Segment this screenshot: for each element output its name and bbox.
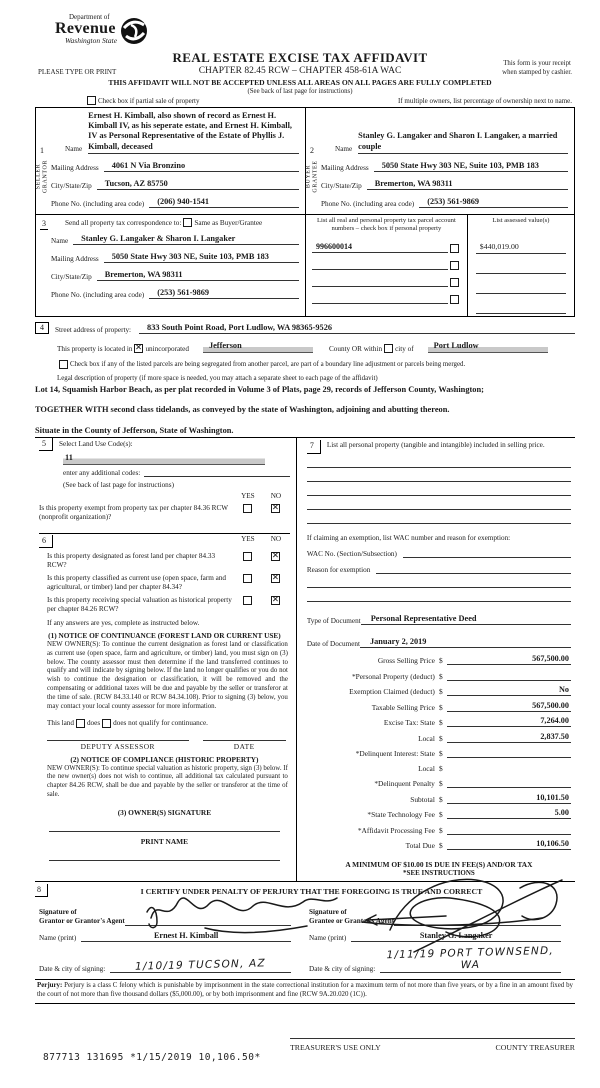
minimum-fee-note: A MINIMUM OF $10.00 IS DUE IN FEE(S) AND/OR TAX [345,860,533,870]
reason-label: Reason for exemption [306,566,371,575]
legal-description-label: Legal description of property (if more space is needed, you may attach a separate sheet to each page of the affidavit) [57,375,378,382]
buyer-grantee-vertical-label: BUYER GRANTEE [305,160,319,193]
exemption-intro: If claiming an exemption, list WAC number and reason for exemption: [306,534,511,543]
county-field[interactable]: Jefferson [203,341,313,353]
tax-correspondence-section [36,215,305,316]
form-title: REAL ESTATE EXCISE TAX AFFIDAVIT [172,50,428,65]
section7-number: 7 [307,440,321,454]
street-address-label: Street address of property: [55,326,132,334]
q2-yes-checkbox[interactable] [243,574,252,583]
property-location-section [35,322,575,435]
warning-line: THIS AFFIDAVIT WILL NOT BE ACCEPTED UNLESS ALL AREAS ON ALL PAGES ARE FULLY COMPLETED [108,78,492,87]
notice-continuance-title: (1) NOTICE OF CONTINUANCE (FOREST LAND OR CURRENT USE) [48,631,281,640]
parcel-number-field[interactable] [312,268,448,270]
form-header [0,0,600,96]
see-back-note: (See back of last page for instructions) [247,88,353,95]
type-of-document-label: Type of Document [306,617,361,626]
does-label: does [86,719,101,728]
parcel-personal-checkbox-2[interactable] [450,261,459,270]
grantee-signature-label: Signature of Grantee or Grantee's Agent [309,908,395,926]
reason-line[interactable] [307,586,571,588]
right-column [297,438,575,881]
taxable-selling-price-field[interactable]: 567,500.00 [447,701,571,712]
section2-number: 2 [310,146,314,155]
buyer-name-field[interactable]: Stanley G. Langaker and Sharon I. Langaker, a married couple [358,131,568,154]
section3-number: 3 [42,219,46,228]
seller-mailing-label: Mailing Address [51,164,99,172]
corr-name-label: Name [51,237,69,245]
personal-property-line[interactable] [307,480,571,482]
exempt-no-checkbox[interactable] [271,504,280,513]
type-of-document-field[interactable]: Personal Representative Deed [361,614,571,625]
q3-yes-checkbox[interactable] [243,596,252,605]
section5-see-back: (See back of last page for instructions) [63,481,174,489]
date-of-document-label: Date of Document [306,640,360,649]
parcel-number-field[interactable]: 996600014 [312,242,448,253]
notice-compliance-body: NEW OWNER(S): To continue special valuation as historic property, sign (3) below. If the new owner(s) does not wish to continue, all additional tax calculated pursuant to chapter 84.26 RCW, shall be due and payable by the seller or transferor at the time of sale. [47,764,288,799]
city-field[interactable]: Port Ludlow [428,341,548,353]
print-name-line[interactable] [49,860,280,861]
buyer-name-label: Name [335,145,353,153]
correspondence-intro: Send all property tax correspondence to: [65,218,182,227]
grantee-date-city-field[interactable]: 1/11/19 PORT TOWNSEND, WA [380,947,561,973]
personal-property-line[interactable] [307,494,571,496]
grantor-signature-line[interactable] [125,903,291,926]
wac-label: WAC No. (Section/Subsection) [306,550,397,559]
personal-property-line[interactable] [307,522,571,524]
exempt-question: Is this property exempt from property tax per chapter 84.36 RCW (nonprofit organization)? [39,504,228,521]
form-footer [35,1038,575,1088]
this-land-text: This land [47,719,74,728]
buyer-csz-label: City/State/Zip [321,182,362,190]
total-due-field[interactable]: 10,106.50 [447,839,571,850]
print-name-heading: PRINT NAME [140,836,189,846]
parties-box [35,107,575,317]
section8-number: 8 [35,884,48,897]
owners-signature-line[interactable] [49,831,280,832]
affidavit-processing-fee-field[interactable] [447,824,571,835]
gross-selling-price-field[interactable]: 567,500.00 [447,654,571,665]
excise-tax-local-field[interactable]: 2,837.50 [447,732,571,743]
if-any-note: If any answers are yes, complete as instructed below. [47,619,200,627]
located-pre-text: This property is located in [57,345,133,353]
notice-continuance-body: NEW OWNER(S): To continue the current designation as forest land or classification as current use (open space, farm and agriculture, or timber) land, you must sign on (3) below. The county assessor must then determine if the land transferred continues to qualify and will indicate by signing below. If the land no longer qualifies or you do not wish to continue the designation or classification, it will be removed and the compensating or additional taxes will be due and payable by the seller or transferor at the time of sale. (RCW 84.33.140 or RCW 84.34.108). Prior to signing (3) below, you may contact your local county assessor for more information. [47,641,288,710]
logo-revenue-text: Revenue [55,20,116,37]
unincorporated-label: unincorporated [145,345,189,353]
buyer-phone-field[interactable]: (253) 561-9869 [419,197,568,208]
delinquent-interest-local-field[interactable] [447,763,571,773]
grantor-name-print-field[interactable]: Ernest H. Kimball [81,931,291,942]
assessor-date-line[interactable]: DATE [203,740,286,751]
delinquent-interest-state-field[interactable] [447,747,571,758]
buyer-phone-label: Phone No. (including area code) [321,200,415,208]
seller-section [36,108,305,214]
partial-sale-label: Check box if partial sale of property [98,96,200,105]
q1-no-checkbox[interactable] [271,552,280,561]
corr-mailing-field[interactable]: 5050 State Hwy 303 NE, Suite 103, PMB 183 [104,252,299,263]
q3-no-checkbox[interactable] [271,596,280,605]
certify-statement: I CERTIFY UNDER PENALTY OF PERJURY THAT THE FOREGOING IS TRUE AND CORRECT [140,887,483,897]
seller-name-field[interactable]: Ernest H. Kimball, also shown of record as Ernest H. Kimball IV, as his seperate estate, and Ernest H. Kimball, IV as Personal Representative of the Estate of Phyllis J. Kimball, deceased [88,111,299,154]
personal-property-line[interactable] [307,508,571,510]
land-use-label: Select Land Use Code(s): [59,440,133,448]
subtotal-field[interactable]: 10,101.50 [447,793,571,804]
forest-land-question: Is this property designated as forest land per chapter 84.33 RCW? [47,552,216,569]
seller-grantor-vertical-label: SELLER GRANTOR [35,159,49,194]
grantor-name-print-label: Name (print) [39,934,77,943]
does-not-label: does not qualify for continuance. [113,719,208,728]
treasurers-use-label: TREASURER'S USE ONLY [290,1043,381,1053]
logo-state-text: Washington State [65,36,118,45]
county-or-text: County OR within [328,345,383,353]
grantee-date-city-label: Date & city of signing: [309,965,376,974]
personal-property-line[interactable] [307,466,571,468]
state-technology-fee-field[interactable]: 5.00 [447,808,571,819]
grantee-signature-line[interactable] [394,903,561,926]
section4-number: 4 [35,322,49,334]
same-as-buyer-checkbox[interactable] [183,218,192,227]
seller-mailing-field[interactable]: 4061 N Via Bronzino [104,161,299,172]
grantor-date-city-label: Date & city of signing: [39,965,106,974]
county-treasurer-label: COUNTY TREASURER [495,1043,575,1053]
personal-property-intro: List all personal property (tangible and intangible) included in selling price. [326,441,545,449]
partial-sale-checkbox[interactable] [87,96,96,105]
use-and-tax-grid [35,437,575,882]
parcel-table [305,215,574,316]
no-header: NO [270,535,282,543]
exempt-yes-checkbox[interactable] [243,504,252,513]
buyer-csz-field[interactable]: Bremerton, WA 98311 [367,179,568,190]
see-instructions-note: *SEE INSTRUCTIONS [403,869,475,878]
q1-yes-checkbox[interactable] [243,552,252,561]
notice-compliance-title: (2) NOTICE OF COMPLIANCE (HISTORIC PROPERTY) [70,754,259,764]
reason-line[interactable] [307,600,571,602]
receipt-note: This form is your receipt when stamped by cashier. [502,60,572,76]
yes-header: YES [241,535,255,543]
parcel-header: List all real and personal property tax parcel account numbers – check box if personal property [317,217,456,232]
grantee-name-print-field[interactable]: Stanley G. Langaker [351,931,561,942]
cashier-stamp: 877713 131695 *1/15/2019 10,106.50* [43,1052,261,1064]
corr-name-field[interactable]: Stanley G. Langaker & Sharon I. Langaker [73,234,299,245]
unincorporated-checkbox[interactable] [134,344,143,353]
excise-tax-state-field[interactable]: 7,264.00 [447,716,571,727]
multiple-owners-note: If multiple owners, list percentage of ownership next to name. [398,96,572,105]
street-address-field[interactable]: 833 South Point Road, Port Ludlow, WA 98365-9526 [139,323,575,334]
section5-number: 5 [39,438,53,451]
delinquent-penalty-field[interactable] [447,777,571,788]
certification-section [35,882,575,1004]
segregated-checkbox[interactable] [59,360,68,369]
legal-description-line2: TOGETHER WITH second class tidelands, as conveyed by the state of Washington, adjoining and abutting thereon. [35,405,450,414]
buyer-mailing-field[interactable]: 5050 State Hwy 303 NE, Suite 103, PMB 183 [374,161,568,172]
parcel-personal-checkbox-4[interactable] [450,295,459,304]
parcel-number-field[interactable] [312,302,448,304]
perjury-paragraph: Perjury: Perjury is a class C felony which is punishable by imprisonment in the state correctional institution for a maximum term of not more than five years, or by a fine in an amount fixed by the court of not more than five thousand dollars ($5,000.00), or by both imprisonment and fine (RCW 9A.20.020 (1C)). [35,979,575,1004]
seller-phone-field[interactable]: (206) 940-1541 [149,197,299,208]
assessed-header: List assessed value(s) [492,217,550,224]
parcel-number-field[interactable] [312,285,448,287]
corr-csz-label: City/State/Zip [51,273,92,281]
seller-name-label: Name [65,145,83,153]
legal-description-line1: Lot 14, Squamish Harbor Beach, as per plat recorded in Volume 3 of Plats, page 29, records of Jefferson County, Washington; [35,385,484,394]
fee-table: Gross Selling Price $ 567,500.00 *Personal Property (deduct) $ Exemption Claimed (deduct) $ No Taxable Selling Price $ 567,500.00 Excise Tax: State $ 7,264.00 Local $ 2,837.50 *Delinquent Interest: State $ Local $ *Delinquent Penalty $ Subtotal $ 10,101.50 *State Technology Fee $ 5.00 *Affidavit Processing Fee $ Total Due $ 10,106.50 [349,654,569,851]
land-does-checkbox[interactable] [76,719,85,728]
reason-field[interactable] [376,573,571,574]
wac-number-field[interactable] [403,557,571,558]
seller-csz-label: City/State/Zip [51,182,92,190]
land-use-code-field[interactable]: 11 [63,453,265,465]
chapter-line: CHAPTER 82.45 RCW – CHAPTER 458-61A WAC [198,66,402,76]
assessed-value-field[interactable] [476,262,566,274]
corr-phone-label: Phone No. (including area code) [51,291,145,299]
city-of-label: city of [395,345,414,353]
city-checkbox[interactable] [384,344,393,353]
grantee-name-print-label: Name (print) [309,934,347,943]
additional-codes-label: enter any additional codes: [63,469,141,477]
same-as-buyer-label: Same as Buyer/Grantee [194,218,263,227]
perjury-label: Perjury: [37,982,63,990]
partial-sale-row [85,96,572,105]
date-of-document-field[interactable]: January 2, 2019 [360,637,571,648]
grantor-signature-label: Signature of Grantor or Grantor's Agent [39,908,125,926]
buyer-section [305,108,574,214]
additional-codes-field[interactable] [144,476,290,477]
historic-property-question: Is this property receiving special valuation as historical property per chapter 84.26 RCW? [47,596,232,613]
parcel-personal-checkbox-3[interactable] [450,278,459,287]
corr-mailing-label: Mailing Address [51,255,99,263]
corr-phone-field[interactable]: (253) 561-9869 [149,288,299,299]
assessed-value-field[interactable]: $440,019.00 [476,242,566,254]
seller-phone-label: Phone No. (including area code) [51,200,145,208]
logo-dept-text: Department of [69,13,110,21]
buyer-mailing-label: Mailing Address [321,164,369,172]
section6-number: 6 [39,535,53,548]
seller-csz-field[interactable]: Tucson, AZ 85750 [97,179,299,190]
exemption-claimed-field[interactable]: No [447,685,571,696]
q2-no-checkbox[interactable] [271,574,280,583]
grantor-date-city-field[interactable]: 1/10/19 TUCSON, AZ [110,959,291,973]
owners-signature-heading: (3) OWNER(S) SIGNATURE [117,807,212,817]
dor-logo [55,14,149,46]
corr-csz-field[interactable]: Bremerton, WA 98311 [97,270,299,281]
revenue-swirl-icon [119,16,149,46]
left-column [35,438,297,881]
deputy-assessor-sign-line[interactable]: DEPUTY ASSESSOR [47,740,189,751]
legal-description-line3: Situate in the County of Jefferson, State of Washington. [35,426,234,435]
yes-header: YES [241,492,255,500]
personal-property-deduct-field[interactable] [447,670,571,681]
parcel-personal-checkbox-1[interactable] [450,244,459,253]
assessed-value-field[interactable] [476,282,566,294]
section1-number: 1 [40,146,44,155]
assessed-value-field[interactable] [476,302,566,314]
current-use-question: Is this property classified as current use (open space, farm and agricultural, or timber) land per chapter 84.34? [47,574,227,591]
land-does-not-checkbox[interactable] [102,719,111,728]
please-type-note: PLEASE TYPE OR PRINT [38,68,117,76]
segregated-label: Check box if any of the listed parcels are being segregated from another parcel, are part of a boundary line adjustment or parcels being merged. [70,361,466,368]
no-header: NO [270,492,282,500]
